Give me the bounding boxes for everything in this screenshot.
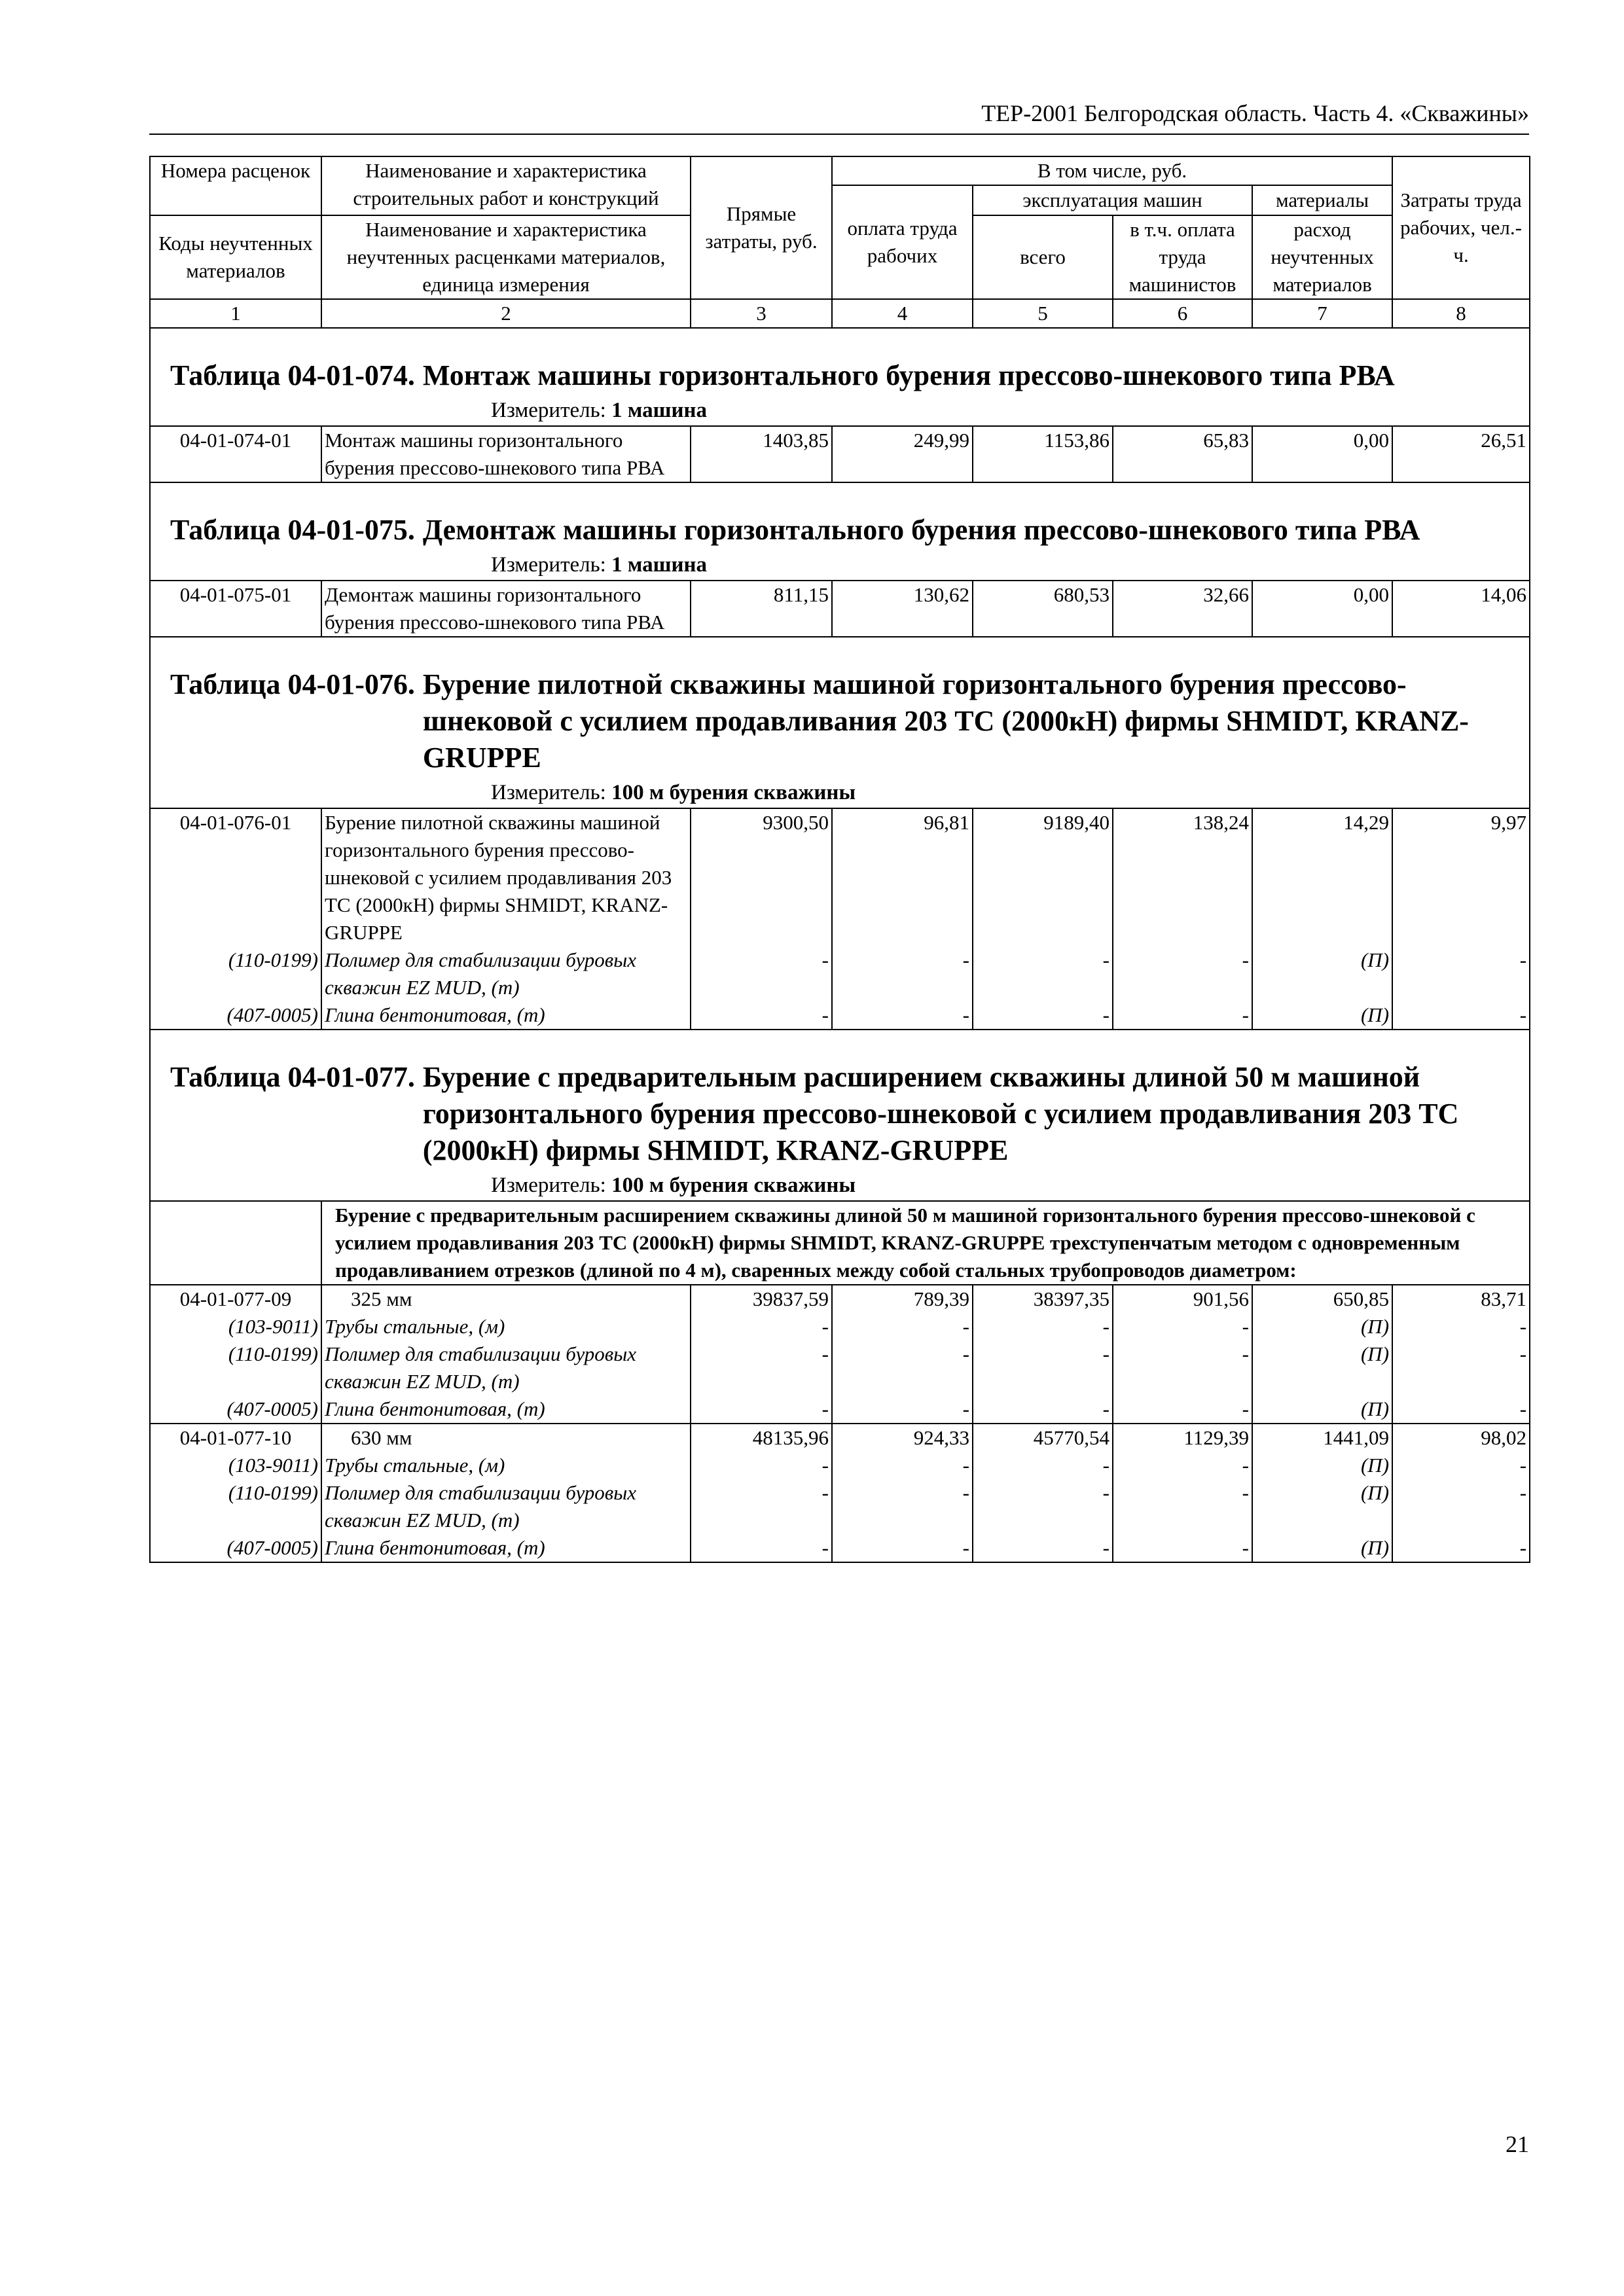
value-cell-c5: 38397,35 [973,1285,1113,1313]
value-cell-c4: - [832,1001,973,1030]
value-cell-c7: (П) [1252,1452,1392,1479]
value-cell-c7: 0,00 [1252,581,1392,637]
value-cell-c5: - [973,1479,1113,1534]
value-cell-c6: 138,24 [1113,808,1252,946]
value-cell-c5: - [973,1534,1113,1562]
section-block [153,637,1526,808]
table-number: Таблица 04-01-077. [170,1061,415,1093]
value-cell-c4: - [832,1340,973,1395]
value-cell-c6: - [1113,1001,1252,1030]
column-number: 2 [321,299,691,328]
value-cell-c5: 45770,54 [973,1424,1113,1452]
material-code: (407-0005) [150,1001,321,1030]
section-heading [170,357,1526,394]
value-cell-c3: - [691,946,832,1001]
work-name: 630 мм [321,1424,691,1452]
value-cell-c8: - [1392,1001,1530,1030]
value-cell-c5: - [973,1313,1113,1340]
value-cell-c6: - [1113,1534,1252,1562]
table-title: Монтаж машины горизонтального бурения прессово-шнекового типа РВА [422,359,1395,391]
value-cell-c5: - [973,1395,1113,1424]
material-name: Глина бентонитовая, (т) [321,1534,691,1562]
value-cell-c3: - [691,1534,832,1562]
running-header: ТЕР-2001 Белгородская область. Часть 4. «Скважины» [149,97,1529,135]
value-cell-c6: - [1113,1340,1252,1395]
measure-label: Измеритель: [491,553,606,577]
value-cell-c5: - [973,1001,1113,1030]
measure-unit [170,397,1526,425]
value-cell-c3: 811,15 [691,581,832,637]
column-number: 8 [1392,299,1530,328]
section-heading-row [150,1030,1530,1201]
material-code: (103-9011) [150,1452,321,1479]
header-unaccounted-materials: расход неучтенных материалов [1252,215,1392,299]
value-cell-c7: (П) [1252,1395,1392,1424]
header-machinist-wages: в т.ч. оплата труда машинистов [1113,215,1252,299]
header-labor-hours: Затраты труда рабочих, чел.-ч. [1392,156,1530,299]
header-including: В том числе, руб. [832,156,1392,185]
measure-label: Измеритель: [491,399,606,422]
value-cell-c5: 1153,86 [973,426,1113,482]
table-row [150,1452,1530,1479]
section-block [153,1030,1526,1200]
table-body [150,328,1530,1562]
value-cell-c4: - [832,1534,973,1562]
material-name: Полимер для стабилизации буровых скважин EZ MUD, (т) [321,1479,691,1534]
section-block [153,483,1526,580]
value-cell-c8: 9,97 [1392,808,1530,946]
value-cell-c6: - [1113,1395,1252,1424]
value-cell-c5: 9189,40 [973,808,1113,946]
material-name: Глина бентонитовая, (т) [321,1395,691,1424]
material-code: (103-9011) [150,1313,321,1340]
table-row [150,1340,1530,1395]
column-number: 3 [691,299,832,328]
value-cell-c3: - [691,1452,832,1479]
value-cell-c5: - [973,1340,1113,1395]
value-cell-c8: - [1392,1340,1530,1395]
measure-value: 100 м бурения скважины [611,781,856,804]
empty-code-cell [150,1201,321,1285]
value-cell-c8: - [1392,1395,1530,1424]
value-cell-c3: - [691,1340,832,1395]
table-row [150,808,1530,946]
column-number: 4 [832,299,973,328]
section-heading-row [150,637,1530,808]
value-cell-c7: (П) [1252,1001,1392,1030]
table-title: Бурение с предварительным расширением скважины длиной 50 м машиной горизонтального бурения прессово-шнековой с усилием продавливания 203 ТС (2000кН) фирмы SHMIDT, KRANZ-GRUPPE [422,1061,1459,1166]
value-cell-c3: 39837,59 [691,1285,832,1313]
value-cell-c7: 1441,09 [1252,1424,1392,1452]
value-cell-c3: - [691,1001,832,1030]
section-heading-row [150,482,1530,581]
value-cell-c3: 48135,96 [691,1424,832,1452]
value-cell-c6: - [1113,1313,1252,1340]
header-direct-costs: Прямые затраты, руб. [691,156,832,299]
header-worker-wages: оплата труда рабочих [832,185,973,299]
rate-code: 04-01-076-01 [150,808,321,946]
value-cell-c6: 32,66 [1113,581,1252,637]
material-code: (407-0005) [150,1534,321,1562]
value-cell-c7: 650,85 [1252,1285,1392,1313]
value-cell-c5: - [973,1452,1113,1479]
value-cell-c4: - [832,1452,973,1479]
section-heading [170,1059,1526,1169]
value-cell-c8: - [1392,946,1530,1001]
rate-code: 04-01-077-10 [150,1424,321,1452]
header-machines-total: всего [973,215,1113,299]
table-number: Таблица 04-01-075. [170,514,415,546]
value-cell-c5: - [973,946,1113,1001]
value-cell-c7: (П) [1252,946,1392,1001]
header-unaccounted-codes: Коды неучтенных материалов [150,215,321,299]
table-row [150,946,1530,1001]
value-cell-c5: 680,53 [973,581,1113,637]
value-cell-c8: - [1392,1534,1530,1562]
description-row [150,1201,1530,1285]
material-name: Трубы стальные, (м) [321,1313,691,1340]
table-row [150,1285,1530,1313]
section-heading [170,666,1526,776]
table-title: Демонтаж машины горизонтального бурения прессово-шнекового типа РВА [422,514,1420,546]
table-row [150,581,1530,637]
value-cell-c4: 249,99 [832,426,973,482]
value-cell-c8: 14,06 [1392,581,1530,637]
value-cell-c7: (П) [1252,1340,1392,1395]
value-cell-c4: - [832,1479,973,1534]
value-cell-c6: 1129,39 [1113,1424,1252,1452]
material-code: (110-0199) [150,1479,321,1534]
rate-code: 04-01-077-09 [150,1285,321,1313]
value-cell-c7: 14,29 [1252,808,1392,946]
rate-code: 04-01-074-01 [150,426,321,482]
measure-value: 1 машина [611,553,707,577]
table-title: Бурение пилотной скважины машиной горизонтального бурения прессово-шнековой с усилием продавливания 203 ТС (2000кН) фирмы SHMIDT, KRANZ-GRUPPE [422,668,1469,774]
measure-unit [170,551,1526,580]
value-cell-c8: 26,51 [1392,426,1530,482]
column-numbers-row [150,299,1530,328]
table-row [150,1424,1530,1452]
value-cell-c7: (П) [1252,1313,1392,1340]
group-description: Бурение с предварительным расширением скважины длиной 50 м машиной горизонтального бурения прессово-шнековой с усилием продавливания 203 ТС (2000кН) фирмы SHMIDT, KRANZ-GRUPPE трехступенчатым методом с одновременным продавливанием отрезков (длиной по 4 м), сваренных между собой стальных трубопроводов диаметром: [321,1201,1530,1285]
work-name: 325 мм [321,1285,691,1313]
page-number: 21 [1506,2131,1529,2157]
table-row [150,1479,1530,1534]
work-name: Бурение пилотной скважины машиной горизонтального бурения прессово-шнековой с усилием продавливания 203 ТС (2000кН) фирмы SHMIDT, KRANZ-GRUPPE [321,808,691,946]
table-row [150,426,1530,482]
header-work-name: Наименование и характеристика строительных работ и конструкций [321,156,691,215]
value-cell-c8: 83,71 [1392,1285,1530,1313]
value-cell-c8: - [1392,1452,1530,1479]
value-cell-c4: - [832,1395,973,1424]
value-cell-c8: 98,02 [1392,1424,1530,1452]
measure-label: Измеритель: [491,1174,606,1197]
value-cell-c4: 130,62 [832,581,973,637]
value-cell-c3: 9300,50 [691,808,832,946]
measure-value: 100 м бурения скважины [611,1174,856,1197]
value-cell-c3: - [691,1479,832,1534]
section-block [153,329,1526,425]
header-rate-numbers: Номера расценок [150,156,321,215]
table-row [150,1395,1530,1424]
value-cell-c6: - [1113,946,1252,1001]
value-cell-c3: 1403,85 [691,426,832,482]
rate-code: 04-01-075-01 [150,581,321,637]
section-heading [170,512,1526,548]
value-cell-c6: - [1113,1479,1252,1534]
value-cell-c6: 65,83 [1113,426,1252,482]
value-cell-c4: - [832,946,973,1001]
measure-label: Измеритель: [491,781,606,804]
work-name: Монтаж машины горизонтального бурения прессово-шнекового типа РВА [321,426,691,482]
value-cell-c6: 901,56 [1113,1285,1252,1313]
value-cell-c8: - [1392,1479,1530,1534]
column-number: 7 [1252,299,1392,328]
material-name: Полимер для стабилизации буровых скважин EZ MUD, (т) [321,1340,691,1395]
value-cell-c7: (П) [1252,1479,1392,1534]
column-number: 1 [150,299,321,328]
table-row [150,1313,1530,1340]
work-name: Демонтаж машины горизонтального бурения прессово-шнекового типа РВА [321,581,691,637]
header-materials: материалы [1252,185,1392,215]
value-cell-c3: - [691,1395,832,1424]
table-row [150,1534,1530,1562]
material-name: Полимер для стабилизации буровых скважин EZ MUD, (т) [321,946,691,1001]
table-number: Таблица 04-01-076. [170,668,415,700]
column-number: 5 [973,299,1113,328]
value-cell-c7: 0,00 [1252,426,1392,482]
value-cell-c4: 924,33 [832,1424,973,1452]
material-name: Глина бентонитовая, (т) [321,1001,691,1030]
value-cell-c4: - [832,1313,973,1340]
column-number: 6 [1113,299,1252,328]
table-row [150,1001,1530,1030]
material-name: Трубы стальные, (м) [321,1452,691,1479]
material-code: (110-0199) [150,1340,321,1395]
header-unaccounted-names: Наименование и характеристика неучтенных расценками материалов, единица измерения [321,215,691,299]
value-cell-c3: - [691,1313,832,1340]
value-cell-c4: 96,81 [832,808,973,946]
value-cell-c7: (П) [1252,1534,1392,1562]
value-cell-c8: - [1392,1313,1530,1340]
table-number: Таблица 04-01-074. [170,359,415,391]
material-code: (407-0005) [150,1395,321,1424]
measure-value: 1 машина [611,399,707,422]
section-heading-row [150,328,1530,426]
material-code: (110-0199) [150,946,321,1001]
header-machines: эксплуатация машин [973,185,1252,215]
measure-unit [170,779,1526,808]
value-cell-c4: 789,39 [832,1285,973,1313]
measure-unit [170,1172,1526,1200]
rates-table [149,156,1530,1563]
value-cell-c6: - [1113,1452,1252,1479]
table-header [150,156,1530,328]
